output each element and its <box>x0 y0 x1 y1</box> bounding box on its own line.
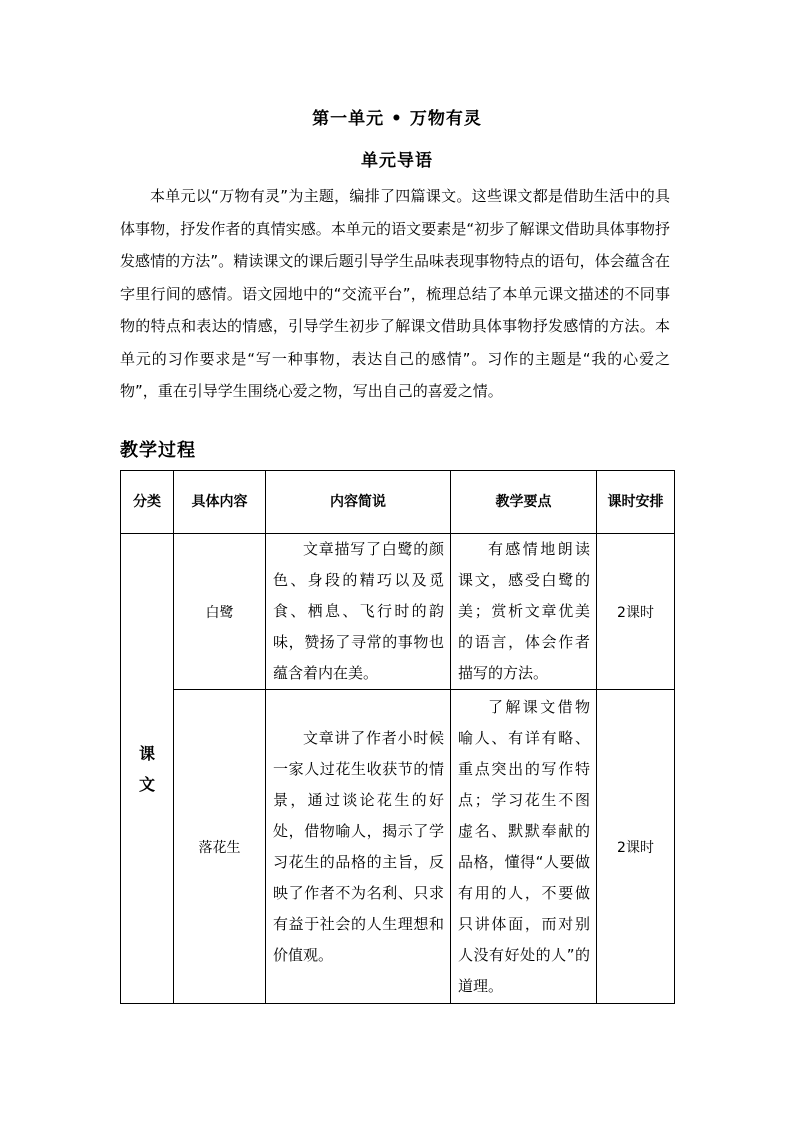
unit-title: 第一单元 • 万物有灵 <box>312 109 482 129</box>
unit-subtitle: 单元导语 <box>361 151 433 171</box>
content-cell: 白鹭 <box>174 534 266 690</box>
points-cell <box>451 534 597 690</box>
points-text: 有感情地朗读课文，感受白鹭的美；赏析文章优美的语言，体会作者描写的方法。 <box>458 540 590 682</box>
points-text: 了解课文借物喻人、有详有略、重点突出的写作特点；学习花生不图虚名、默默奉献的品格，懂得“人要做有用的人，不要做只讲体面，而对别人没有好处的人”的道理。 <box>458 697 590 995</box>
teaching-plan-table <box>120 470 675 1004</box>
table-header-row <box>121 471 675 534</box>
points-cell <box>451 690 597 1004</box>
summary-text: 文章讲了作者小时候一家人过花生收获节的情景，通过谈论花生的好处，借物喻人，揭示了学习花生的品格的主旨，反映了作者不为名利、只求有益于社会的人生理想和价值观。 <box>273 728 444 964</box>
summary-cell <box>266 534 451 690</box>
summary-cell <box>266 690 451 1004</box>
intro-paragraph: 本单元以“万物有灵”为主题，编排了四篇课文。这些课文都是借助生活中的具体事物，抒发作者的真情实感。本单元的语文要素是“初步了解课文借助具体事物抒发感情的方法”。精读课文的课后题引导学生品味表现事物特点的语句，体会蕴含在字里行间的感情。语文园地中的“交流平台”，梳理总结了本单元课文描述的不同事物的特点和表达的情感，引导学生初步了解课文借助具体事物抒发感情的方法。本单元的习作要求是“写一种事物，表达自己的感情”。习作的主题是“我的心爱之物”，重在引导学生围绕心爱之物，写出自己的喜爱之情。 <box>120 187 670 400</box>
hours-cell: 2课时 <box>597 690 675 1004</box>
category-cell <box>121 534 174 1004</box>
header-category: 分类 <box>121 471 174 534</box>
hours-cell: 2课时 <box>597 534 675 690</box>
header-hours: 课时安排 <box>597 471 675 534</box>
header-content: 具体内容 <box>174 471 266 534</box>
table-row <box>121 534 675 690</box>
content-cell: 落花生 <box>174 690 266 1004</box>
category-char: 课 <box>138 743 155 763</box>
header-summary: 内容简说 <box>266 471 451 534</box>
header-points: 教学要点 <box>451 471 597 534</box>
section-heading: 教学过程 <box>120 440 196 461</box>
category-char: 文 <box>138 774 155 794</box>
table-row <box>121 690 675 1004</box>
summary-text: 文章描写了白鹭的颜色、身段的精巧以及觅食、栖息、飞行时的韵味，赞扬了寻常的事物也蕴含着内在美。 <box>273 540 444 682</box>
